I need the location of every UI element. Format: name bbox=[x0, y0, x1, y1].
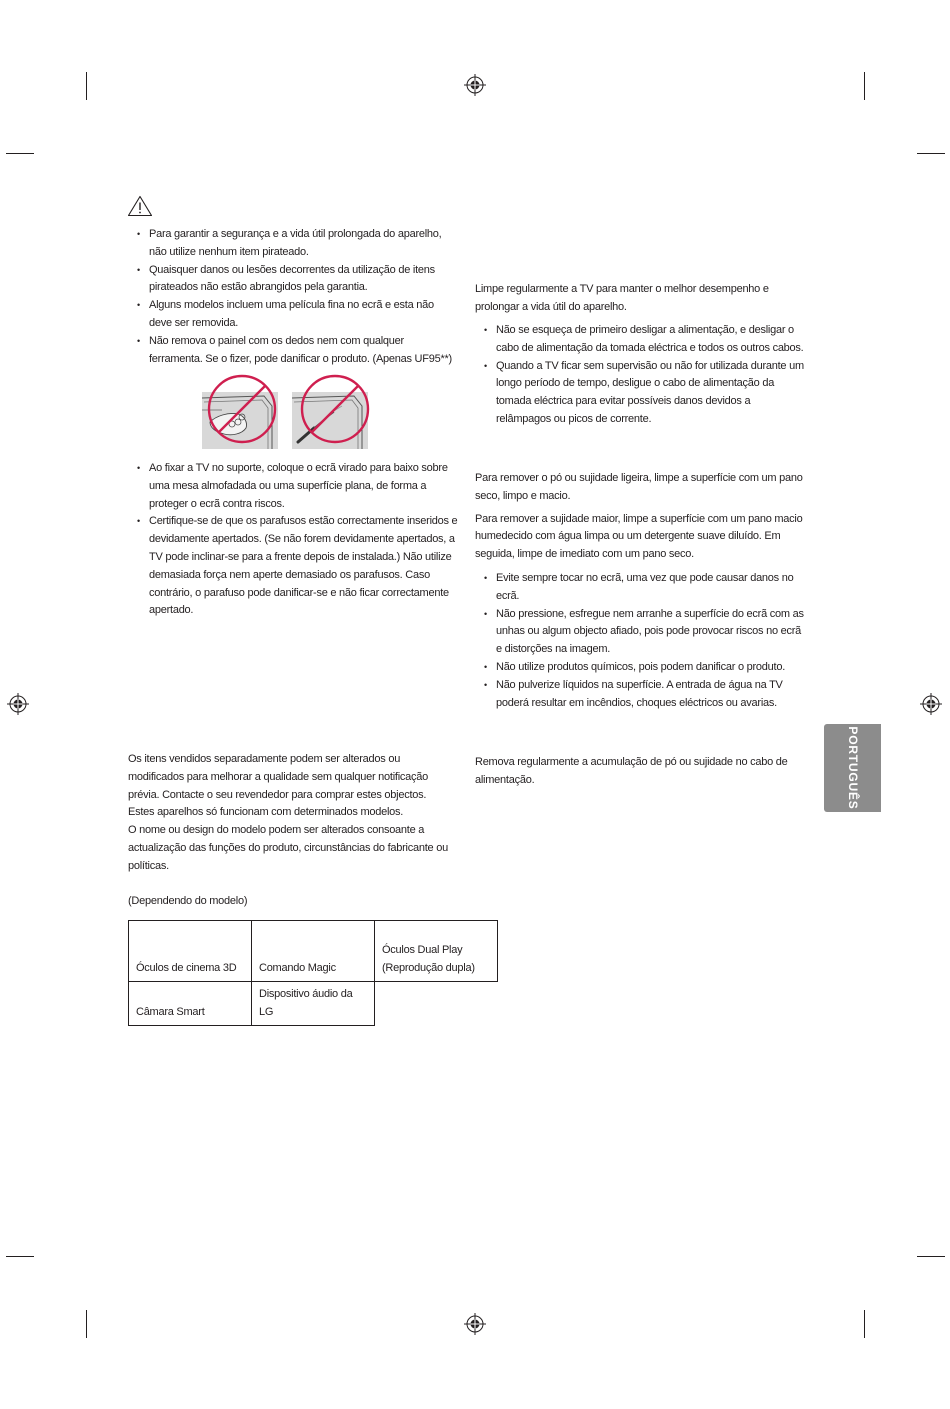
crop-mark bbox=[864, 1310, 865, 1338]
table-cell-empty bbox=[375, 982, 498, 1026]
list-item: • Ao fixar a TV no suporte, coloque o ecrã virado para baixo sobre uma mesa almofadada ou uma superfície plana, de forma a proteger o ecrã contra riscos. bbox=[128, 460, 458, 513]
cleaning-list bbox=[475, 322, 805, 429]
paragraph: Para remover o pó ou sujidade ligeira, limpe a superfície com um pano seco, limpo e macio. bbox=[475, 472, 803, 502]
list-item: • Quaisquer danos ou lesões decorrentes da utilização de itens pirateados não estão abrangidos pela garantia. bbox=[128, 262, 458, 298]
prohibition-circle-icon bbox=[206, 373, 278, 445]
list-item: • Alguns modelos incluem uma película fina no ecrã e esta não deve ser removida. bbox=[128, 297, 458, 333]
model-note: (Dependendo do modelo) bbox=[128, 895, 248, 907]
crop-mark bbox=[86, 72, 87, 100]
crop-mark bbox=[864, 72, 865, 100]
list-item: • Quando a TV ficar sem supervisão ou não for utilizada durante um longo período de tempo, desligue o cabo de alimentação da tomada eléctrica para evitar possíveis danos devidos a relâmpagos ou picos de corrente. bbox=[475, 358, 805, 429]
crop-mark bbox=[6, 1256, 34, 1257]
crop-mark bbox=[917, 153, 945, 154]
warning-triangle-icon bbox=[127, 195, 153, 217]
list-item: • Não utilize produtos químicos, pois podem danificar o produto. bbox=[475, 659, 805, 677]
crosshair-registration-icon bbox=[920, 693, 942, 715]
paragraph: Estes aparelhos só funcionam com determinados modelos. bbox=[128, 806, 404, 819]
crosshair-registration-icon bbox=[464, 74, 486, 96]
paragraph: O nome ou design do modelo podem ser alterados consoante a actualização das funções do produto, circunstâncias do fabricante ou políticas. bbox=[128, 824, 448, 872]
crop-mark bbox=[6, 153, 34, 154]
optional-extras-text bbox=[128, 751, 458, 876]
screen-cleaning-list bbox=[475, 570, 805, 712]
table-cell: Óculos Dual Play (Reprodução dupla) bbox=[375, 921, 498, 982]
list-item: • Não pulverize líquidos na superfície. A entrada de água na TV poderá resultar em incêndios, choques eléctricos ou avarias. bbox=[475, 677, 805, 713]
crosshair-registration-icon bbox=[7, 693, 29, 715]
paragraph: Para remover a sujidade maior, limpe a superfície com um pano macio humedecido com água limpa ou um detergente suave diluído. Em seguida, limpe de imediato com um pano seco. bbox=[475, 512, 803, 561]
list-item: • Não se esqueça de primeiro desligar a alimentação, e desligar o cabo de alimentação da tomada eléctrica e todos os outros cabos. bbox=[475, 322, 805, 358]
list-item: • Não remova o painel com os dedos nem com qualquer ferramenta. Se o fizer, pode danificar o produto. (Apenas UF95**) bbox=[128, 333, 458, 369]
list-item: • Para garantir a segurança e a vida útil prolongada do aparelho, não utilize nenhum item pirateado. bbox=[128, 226, 458, 262]
language-tab-label: PORTUGUÊS bbox=[845, 726, 860, 810]
caution-list-top bbox=[128, 226, 458, 368]
crop-mark bbox=[917, 1256, 945, 1257]
power-cord-text: Remova regularmente a acumulação de pó ou sujidade no cabo de alimentação. bbox=[475, 756, 788, 786]
list-item: • Não pressione, esfregue nem arranhe a superfície do ecrã com as unhas ou algum objecto afiado, pois pode provocar riscos no ecrã e distorções na imagem. bbox=[475, 606, 805, 659]
list-item: • Evite sempre tocar no ecrã, uma vez que pode causar danos no ecrã. bbox=[475, 570, 805, 606]
table-cell: Câmara Smart bbox=[129, 982, 252, 1026]
table-cell: Dispositivo áudio da LG bbox=[252, 982, 375, 1026]
paragraph: Os itens vendidos separadamente podem ser alterados ou modificados para melhorar a qualidade sem qualquer notificação prévia. Contacte o seu revendedor para comprar estes objectos. bbox=[128, 753, 429, 801]
accessories-table bbox=[128, 920, 498, 1026]
caution-list-bottom bbox=[128, 460, 458, 620]
language-tab bbox=[824, 724, 881, 812]
table-cell: Comando Magic bbox=[252, 921, 375, 982]
crosshair-registration-icon bbox=[464, 1313, 486, 1335]
list-item: • Certifique-se de que os parafusos estão correctamente inseridos e devidamente apertados. (Se não forem devidamente apertados, a TV pode inclinar-se para a frente depois de instalada.) Não utilize demasiada força nem aperte demasiado os parafusos. Caso contrário, o parafuso pode danificar-se e não ficar correctamente apertado. bbox=[128, 513, 458, 620]
screen-cleaning-text bbox=[475, 470, 805, 564]
prohibition-circle-icon bbox=[299, 373, 371, 445]
table-cell: Óculos de cinema 3D bbox=[129, 921, 252, 982]
crop-mark bbox=[86, 1310, 87, 1338]
cleaning-intro: Limpe regularmente a TV para manter o melhor desempenho e prolongar a vida útil do aparelho. bbox=[475, 283, 769, 313]
